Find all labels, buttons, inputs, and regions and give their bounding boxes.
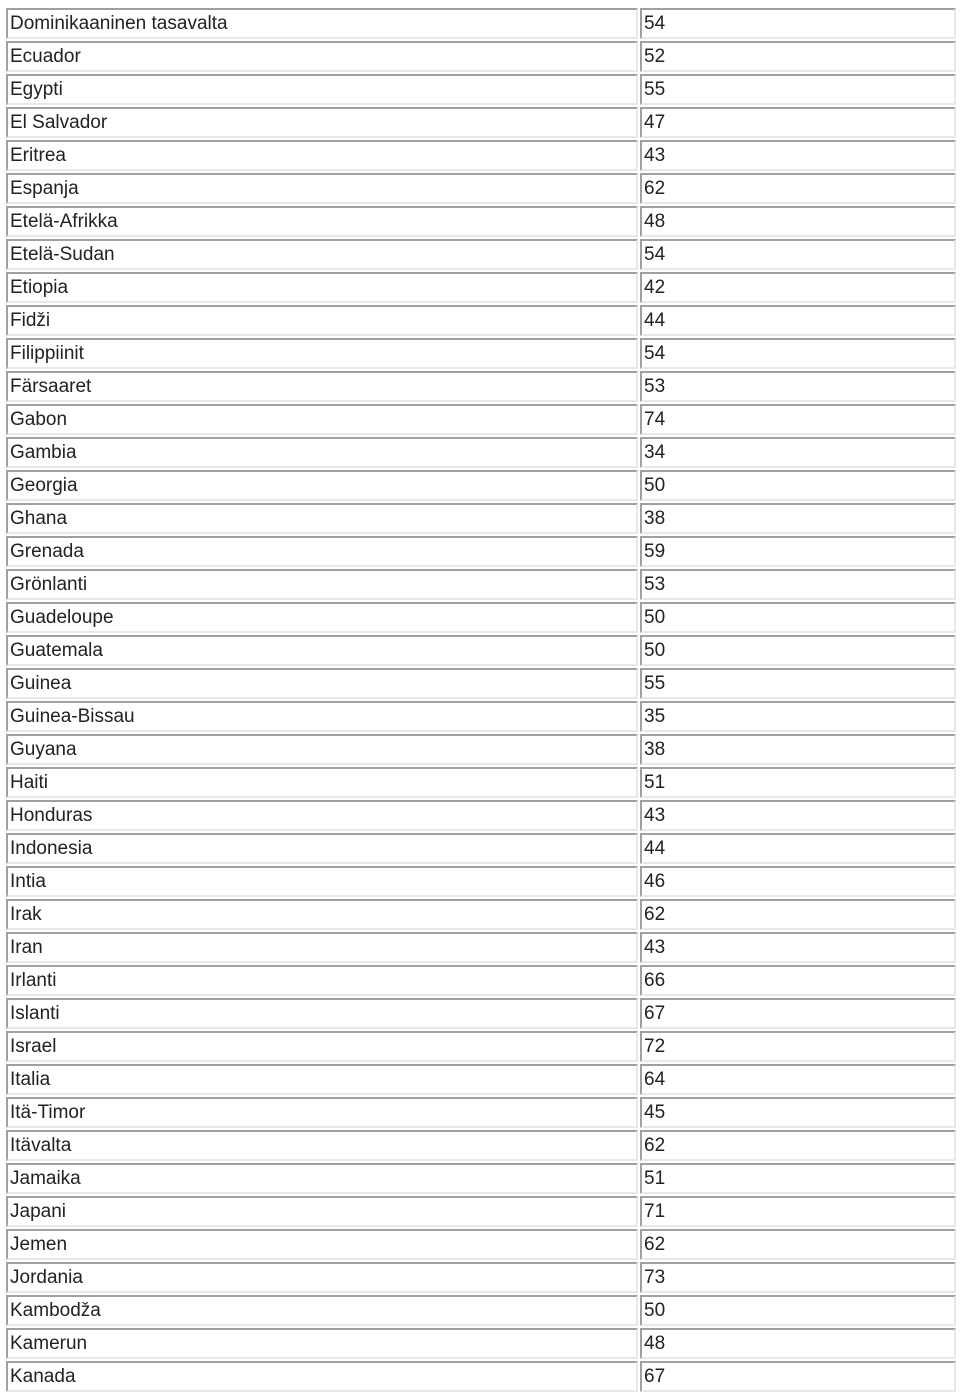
table-row bbox=[6, 668, 956, 699]
value-cell: 72 bbox=[640, 1031, 956, 1062]
country-name-cell: Irlanti bbox=[6, 965, 638, 996]
country-name-cell: Israel bbox=[6, 1031, 638, 1062]
value-cell: 54 bbox=[640, 338, 956, 369]
table-row bbox=[6, 1031, 956, 1062]
country-name-cell: Guadeloupe bbox=[6, 602, 638, 633]
country-name-cell: Guyana bbox=[6, 734, 638, 765]
value-cell: 52 bbox=[640, 41, 956, 72]
value-cell: 43 bbox=[640, 140, 956, 171]
table-body bbox=[6, 8, 956, 1392]
value-cell: 55 bbox=[640, 668, 956, 699]
table-row bbox=[6, 173, 956, 204]
country-name-cell: Indonesia bbox=[6, 833, 638, 864]
value-cell: 50 bbox=[640, 635, 956, 666]
value-cell: 67 bbox=[640, 998, 956, 1029]
value-cell: 64 bbox=[640, 1064, 956, 1095]
value-cell: 62 bbox=[640, 1229, 956, 1260]
table-row bbox=[6, 866, 956, 897]
value-cell: 71 bbox=[640, 1196, 956, 1227]
country-name-cell: Jamaika bbox=[6, 1163, 638, 1194]
country-name-cell: Honduras bbox=[6, 800, 638, 831]
value-cell: 48 bbox=[640, 206, 956, 237]
table-row bbox=[6, 1328, 956, 1359]
table-row bbox=[6, 437, 956, 468]
value-cell: 50 bbox=[640, 470, 956, 501]
table-row bbox=[6, 404, 956, 435]
country-name-cell: Filippiinit bbox=[6, 338, 638, 369]
value-cell: 47 bbox=[640, 107, 956, 138]
table-row bbox=[6, 140, 956, 171]
country-name-cell: Grönlanti bbox=[6, 569, 638, 600]
table-row bbox=[6, 1295, 956, 1326]
country-name-cell: Ecuador bbox=[6, 41, 638, 72]
country-name-cell: Espanja bbox=[6, 173, 638, 204]
table-row bbox=[6, 998, 956, 1029]
value-cell: 44 bbox=[640, 305, 956, 336]
country-name-cell: Fidži bbox=[6, 305, 638, 336]
table-row bbox=[6, 833, 956, 864]
table-row bbox=[6, 965, 956, 996]
country-name-cell: Intia bbox=[6, 866, 638, 897]
table-row bbox=[6, 206, 956, 237]
table-row bbox=[6, 74, 956, 105]
country-name-cell: Etelä-Afrikka bbox=[6, 206, 638, 237]
country-value-table bbox=[4, 6, 958, 1394]
table-row bbox=[6, 1163, 956, 1194]
value-cell: 42 bbox=[640, 272, 956, 303]
value-cell: 44 bbox=[640, 833, 956, 864]
country-name-cell: Kanada bbox=[6, 1361, 638, 1392]
value-cell: 35 bbox=[640, 701, 956, 732]
country-name-cell: Dominikaaninen tasavalta bbox=[6, 8, 638, 39]
value-cell: 53 bbox=[640, 371, 956, 402]
country-name-cell: Grenada bbox=[6, 536, 638, 567]
country-name-cell: Gambia bbox=[6, 437, 638, 468]
value-cell: 48 bbox=[640, 1328, 956, 1359]
value-cell: 73 bbox=[640, 1262, 956, 1293]
country-name-cell: Itä-Timor bbox=[6, 1097, 638, 1128]
value-cell: 59 bbox=[640, 536, 956, 567]
value-cell: 55 bbox=[640, 74, 956, 105]
country-name-cell: Kambodža bbox=[6, 1295, 638, 1326]
country-name-cell: Islanti bbox=[6, 998, 638, 1029]
country-name-cell: Eritrea bbox=[6, 140, 638, 171]
country-name-cell: Itävalta bbox=[6, 1130, 638, 1161]
table-row bbox=[6, 239, 956, 270]
table-row bbox=[6, 701, 956, 732]
country-name-cell: Kamerun bbox=[6, 1328, 638, 1359]
table-row bbox=[6, 1229, 956, 1260]
country-name-cell: Etelä-Sudan bbox=[6, 239, 638, 270]
table-row bbox=[6, 8, 956, 39]
table-row bbox=[6, 1262, 956, 1293]
table-row bbox=[6, 305, 956, 336]
country-name-cell: El Salvador bbox=[6, 107, 638, 138]
table-row bbox=[6, 1064, 956, 1095]
table-row bbox=[6, 536, 956, 567]
table-row bbox=[6, 371, 956, 402]
country-name-cell: Japani bbox=[6, 1196, 638, 1227]
table-row bbox=[6, 899, 956, 930]
country-name-cell: Italia bbox=[6, 1064, 638, 1095]
table-row bbox=[6, 635, 956, 666]
country-name-cell: Färsaaret bbox=[6, 371, 638, 402]
value-cell: 62 bbox=[640, 899, 956, 930]
country-name-cell: Irak bbox=[6, 899, 638, 930]
value-cell: 50 bbox=[640, 1295, 956, 1326]
value-cell: 67 bbox=[640, 1361, 956, 1392]
value-cell: 53 bbox=[640, 569, 956, 600]
country-name-cell: Etiopia bbox=[6, 272, 638, 303]
table-row bbox=[6, 734, 956, 765]
table-row bbox=[6, 767, 956, 798]
value-cell: 46 bbox=[640, 866, 956, 897]
country-name-cell: Guatemala bbox=[6, 635, 638, 666]
country-name-cell: Iran bbox=[6, 932, 638, 963]
table-row bbox=[6, 1097, 956, 1128]
table-row bbox=[6, 272, 956, 303]
country-name-cell: Guinea-Bissau bbox=[6, 701, 638, 732]
table-row bbox=[6, 503, 956, 534]
table-row bbox=[6, 800, 956, 831]
value-cell: 66 bbox=[640, 965, 956, 996]
country-name-cell: Guinea bbox=[6, 668, 638, 699]
value-cell: 50 bbox=[640, 602, 956, 633]
value-cell: 74 bbox=[640, 404, 956, 435]
country-name-cell: Jordania bbox=[6, 1262, 638, 1293]
table-row bbox=[6, 107, 956, 138]
value-cell: 54 bbox=[640, 8, 956, 39]
country-name-cell: Georgia bbox=[6, 470, 638, 501]
value-cell: 43 bbox=[640, 932, 956, 963]
value-cell: 51 bbox=[640, 1163, 956, 1194]
table-row bbox=[6, 1130, 956, 1161]
value-cell: 38 bbox=[640, 503, 956, 534]
value-cell: 51 bbox=[640, 767, 956, 798]
value-cell: 38 bbox=[640, 734, 956, 765]
table-row bbox=[6, 569, 956, 600]
table-row bbox=[6, 41, 956, 72]
table-row bbox=[6, 602, 956, 633]
value-cell: 45 bbox=[640, 1097, 956, 1128]
table-row bbox=[6, 338, 956, 369]
table-row bbox=[6, 470, 956, 501]
country-name-cell: Haiti bbox=[6, 767, 638, 798]
country-table-container bbox=[4, 6, 956, 1394]
value-cell: 34 bbox=[640, 437, 956, 468]
value-cell: 54 bbox=[640, 239, 956, 270]
country-name-cell: Egypti bbox=[6, 74, 638, 105]
table-row bbox=[6, 1196, 956, 1227]
table-row bbox=[6, 1361, 956, 1392]
country-name-cell: Ghana bbox=[6, 503, 638, 534]
value-cell: 62 bbox=[640, 1130, 956, 1161]
table-row bbox=[6, 932, 956, 963]
value-cell: 43 bbox=[640, 800, 956, 831]
country-name-cell: Gabon bbox=[6, 404, 638, 435]
country-name-cell: Jemen bbox=[6, 1229, 638, 1260]
value-cell: 62 bbox=[640, 173, 956, 204]
